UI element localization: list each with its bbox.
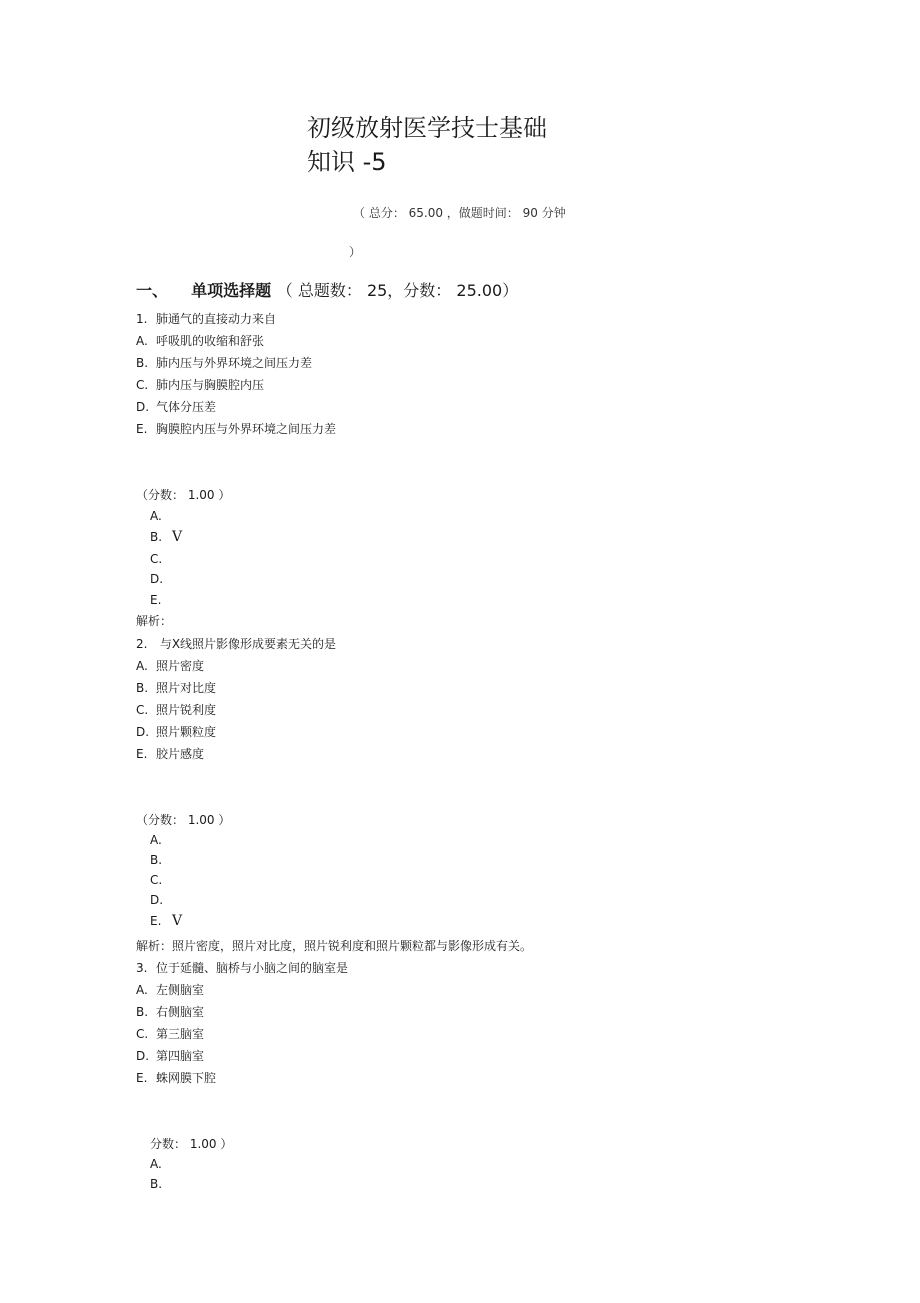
score-label: （分数： 1.00 ）: [136, 813, 231, 827]
answer-row: [150, 508, 172, 524]
section-prefix: 一、: [136, 281, 169, 300]
analysis-text: 解析：照片密度，照片对比度，照片锐利度和照片颗粒都与影像形成有关。: [136, 939, 533, 953]
option-key: C.: [136, 703, 149, 717]
option-key: B.: [136, 1005, 149, 1019]
answer-row: [150, 571, 172, 587]
option-row: [136, 354, 312, 371]
option-key: A.: [136, 659, 148, 673]
answer-row: [150, 529, 182, 545]
answer-row: [150, 832, 172, 848]
question-2-stem: [136, 635, 336, 652]
answer-key: E.: [150, 593, 162, 607]
option-row: [136, 398, 216, 415]
option-row: [136, 420, 336, 437]
check-mark: V: [172, 913, 183, 929]
exam-meta-line-1: （ 总分： 65.00 ，做题时间： 90 分钟: [353, 206, 566, 220]
option-key: C.: [136, 378, 149, 392]
option-text: 胸膜腔内压与外界环境之间压力差: [156, 422, 337, 436]
answer-key: D.: [150, 893, 164, 907]
document-title-line-2: 知识 -5: [307, 148, 387, 176]
answer-row: [150, 551, 172, 567]
option-text: 照片颗粒度: [156, 725, 217, 739]
answer-key: C.: [150, 552, 163, 566]
answer-key: A.: [150, 833, 162, 847]
option-text: 照片对比度: [156, 681, 217, 695]
option-key: A.: [136, 983, 148, 997]
option-row: [136, 1069, 216, 1086]
answer-row: [150, 592, 172, 608]
question-number: 3.: [136, 961, 148, 975]
score-label: 分数： 1.00 ）: [150, 1137, 233, 1151]
option-text: 左侧脑室: [156, 983, 205, 997]
option-key: D.: [136, 400, 150, 414]
option-text: 胶片感度: [156, 747, 205, 761]
option-text: 右侧脑室: [156, 1005, 205, 1019]
option-row: [136, 745, 204, 762]
question-3-stem: [136, 959, 348, 976]
check-mark: V: [172, 529, 183, 545]
option-text: 肺内压与胸膜腔内压: [156, 378, 265, 392]
option-key: C.: [136, 1027, 149, 1041]
option-row: [136, 723, 216, 740]
option-row: [136, 657, 204, 674]
option-row: [136, 1047, 204, 1064]
answer-key: D.: [150, 572, 164, 586]
option-text: 照片锐利度: [156, 703, 217, 717]
answer-row: [150, 872, 172, 888]
section-detail: （ 总题数： 25，分数： 25.00）: [276, 281, 519, 300]
section-name: 单项选择题: [191, 281, 272, 300]
answer-key: B.: [150, 853, 163, 867]
option-text: 照片密度: [156, 659, 205, 673]
option-key: A.: [136, 334, 148, 348]
question-text: 肺通气的直接动力来自: [156, 312, 277, 326]
analysis-text: 解析：: [136, 614, 173, 628]
option-row: [136, 679, 216, 696]
option-text: 肺内压与外界环境之间压力差: [156, 356, 313, 370]
option-key: E.: [136, 747, 148, 761]
option-text: 呼吸肌的收缩和舒张: [156, 334, 265, 348]
option-row: [136, 1003, 204, 1020]
option-row: [136, 1025, 204, 1042]
exam-meta-line-2: ）: [349, 245, 362, 259]
question-number: 2.: [136, 637, 148, 651]
option-text: 气体分压差: [156, 400, 217, 414]
answer-key: B.: [150, 530, 163, 544]
option-row: [136, 701, 216, 718]
option-key: B.: [136, 681, 149, 695]
option-text: 蛛网膜下腔: [156, 1071, 217, 1085]
answer-row: [150, 1176, 172, 1192]
answer-key: C.: [150, 873, 163, 887]
question-text: 位于延髓、脑桥与小脑之间的脑室是: [156, 961, 349, 975]
option-row: [136, 376, 264, 393]
answer-row: [150, 852, 172, 868]
question-1-stem: [136, 310, 276, 327]
document-title-line-1: 初级放射医学技士基础: [307, 114, 547, 142]
option-text: 第四脑室: [156, 1049, 205, 1063]
answer-key: A.: [150, 1157, 162, 1171]
answer-row: [150, 913, 182, 929]
option-row: [136, 981, 204, 998]
option-row: [136, 332, 264, 349]
question-number: 1.: [136, 312, 148, 326]
answer-key: E.: [150, 914, 162, 928]
option-key: D.: [136, 1049, 150, 1063]
option-key: E.: [136, 1071, 148, 1085]
score-label: （分数： 1.00 ）: [136, 488, 231, 502]
option-key: E.: [136, 422, 148, 436]
answer-key: A.: [150, 509, 162, 523]
question-text: 与X线照片影像形成要素无关的是: [156, 637, 337, 651]
answer-row: [150, 1156, 172, 1172]
answer-row: [150, 892, 172, 908]
option-key: D.: [136, 725, 150, 739]
option-key: B.: [136, 356, 149, 370]
section-heading: [136, 278, 518, 301]
option-text: 第三脑室: [156, 1027, 205, 1041]
answer-key: B.: [150, 1177, 163, 1191]
